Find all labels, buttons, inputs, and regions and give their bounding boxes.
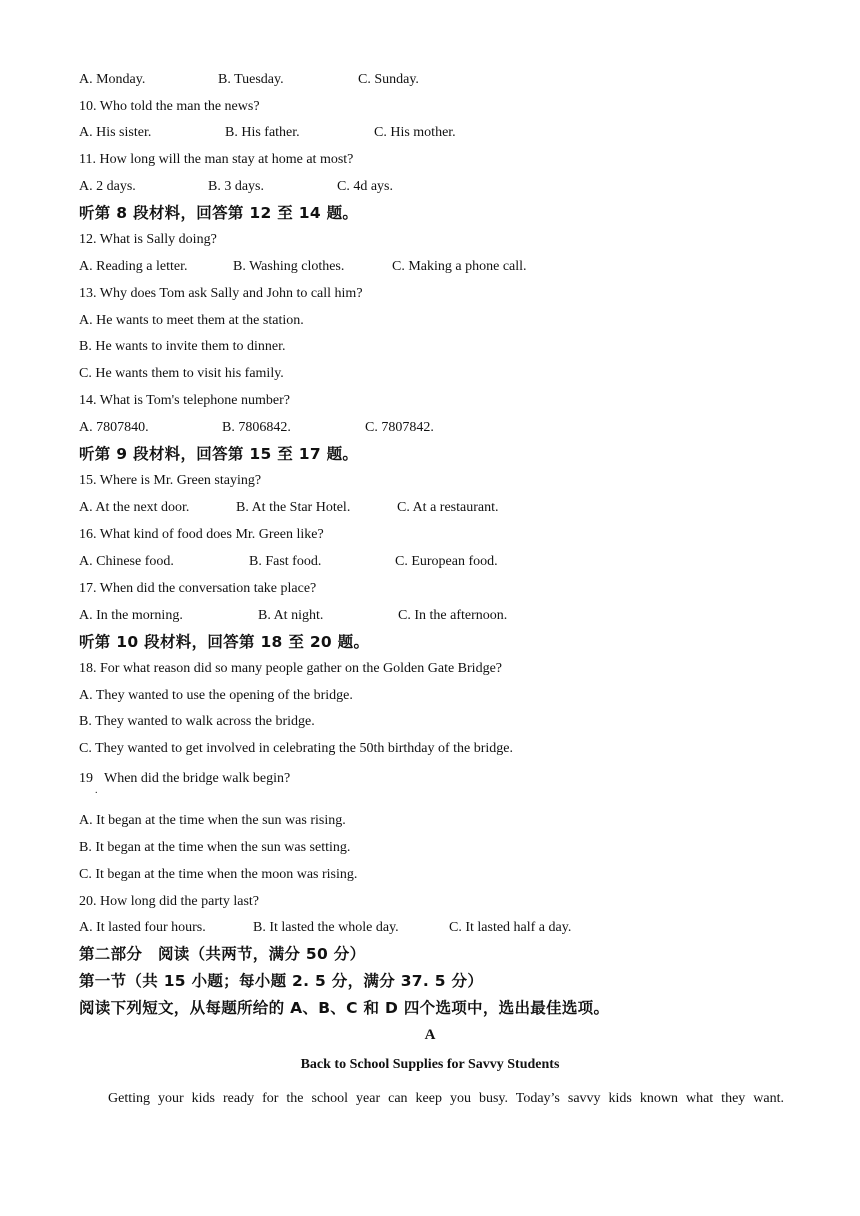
- q14-option-b: B. 7806842.: [222, 420, 291, 435]
- part-2-heading: 第二部分 阅读（共两节，满分 50 分）: [79, 945, 366, 963]
- q19-option-a: A. It began at the time when the sun was rising.: [79, 813, 346, 828]
- q10-stem: 10. Who told the man the news?: [79, 99, 260, 114]
- q11-stem: 11. How long will the man stay at home at most?: [79, 152, 354, 167]
- q13-option-a: A. He wants to meet them at the station.: [79, 313, 304, 328]
- q10-option-c: C. His mother.: [374, 125, 456, 140]
- q13-option-b: B. He wants to invite them to dinner.: [79, 339, 286, 354]
- q19-stray-dot: .: [95, 785, 98, 796]
- q12-option-c: C. Making a phone call.: [392, 259, 527, 274]
- passage-title: Back to School Supplies for Savvy Students: [300, 1057, 560, 1072]
- q18-option-a: A. They wanted to use the opening of the bridge.: [79, 688, 353, 703]
- section-10-heading: 听第 10 段材料，回答第 18 至 20 题。: [79, 633, 370, 651]
- q14-option-c: C. 7807842.: [365, 420, 434, 435]
- q18-stem: 18. For what reason did so many people gather on the Golden Gate Bridge?: [79, 661, 503, 676]
- q9-option-c: C. Sunday.: [358, 72, 419, 87]
- q17-option-a: A. In the morning.: [79, 608, 183, 623]
- q14-option-a: A. 7807840.: [79, 420, 149, 435]
- q12-option-a: A. Reading a letter.: [79, 259, 188, 274]
- q10-option-a: A. His sister.: [79, 125, 152, 140]
- q13-stem: 13. Why does Tom ask Sally and John to call him?: [79, 286, 363, 301]
- q18-option-c: C. They wanted to get involved in celebrating the 50th birthday of the bridge.: [79, 741, 514, 756]
- q17-option-b: B. At night.: [258, 608, 324, 623]
- q20-option-c: C. It lasted half a day.: [449, 920, 572, 935]
- part-2-section-1-heading: 第一节（共 15 小题；每小题 2. 5 分，满分 37. 5 分）: [79, 972, 484, 990]
- q15-stem: 15. Where is Mr. Green staying?: [79, 473, 262, 488]
- q17-option-c: C. In the afternoon.: [398, 608, 508, 623]
- q16-option-c: C. European food.: [395, 554, 498, 569]
- passage-paragraph-line: Getting your kids ready for the school year can keep you busy. Today’s savvy kids known what they want.: [108, 1091, 784, 1106]
- q15-option-a: A. At the next door.: [79, 500, 190, 515]
- q18-option-b: B. They wanted to walk across the bridge.: [79, 714, 315, 729]
- q10-option-b: B. His father.: [225, 125, 300, 140]
- q15-option-c: C. At a restaurant.: [397, 500, 499, 515]
- q11-option-a: A. 2 days.: [79, 179, 136, 194]
- reading-instructions: 阅读下列短文，从每题所给的 A、B、C 和 D 四个选项中，选出最佳选项。: [79, 999, 610, 1017]
- q19-stem: When did the bridge walk begin?: [104, 771, 291, 786]
- q12-stem: 12. What is Sally doing?: [79, 232, 217, 247]
- q19-option-c: C. It began at the time when the moon was rising.: [79, 867, 358, 882]
- passage-letter: A: [424, 1027, 436, 1043]
- q20-option-b: B. It lasted the whole day.: [253, 920, 399, 935]
- q16-stem: 16. What kind of food does Mr. Green like?: [79, 527, 324, 542]
- q16-option-b: B. Fast food.: [249, 554, 322, 569]
- q20-option-a: A. It lasted four hours.: [79, 920, 206, 935]
- section-8-heading: 听第 8 段材料，回答第 12 至 14 题。: [79, 204, 359, 222]
- q20-stem: 20. How long did the party last?: [79, 894, 260, 909]
- q9-option-a: A. Monday.: [79, 72, 146, 87]
- q17-stem: 17. When did the conversation take place?: [79, 581, 317, 596]
- q12-option-b: B. Washing clothes.: [233, 259, 345, 274]
- q16-option-a: A. Chinese food.: [79, 554, 174, 569]
- q19-option-b: B. It began at the time when the sun was setting.: [79, 840, 351, 855]
- q11-option-c: C. 4d ays.: [337, 179, 393, 194]
- q13-option-c: C. He wants them to visit his family.: [79, 366, 284, 381]
- section-9-heading: 听第 9 段材料，回答第 15 至 17 题。: [79, 445, 359, 463]
- q9-option-b: B. Tuesday.: [218, 72, 284, 87]
- q14-stem: 14. What is Tom's telephone number?: [79, 393, 290, 408]
- q19-number: 19: [79, 771, 93, 786]
- q11-option-b: B. 3 days.: [208, 179, 264, 194]
- q15-option-b: B. At the Star Hotel.: [236, 500, 351, 515]
